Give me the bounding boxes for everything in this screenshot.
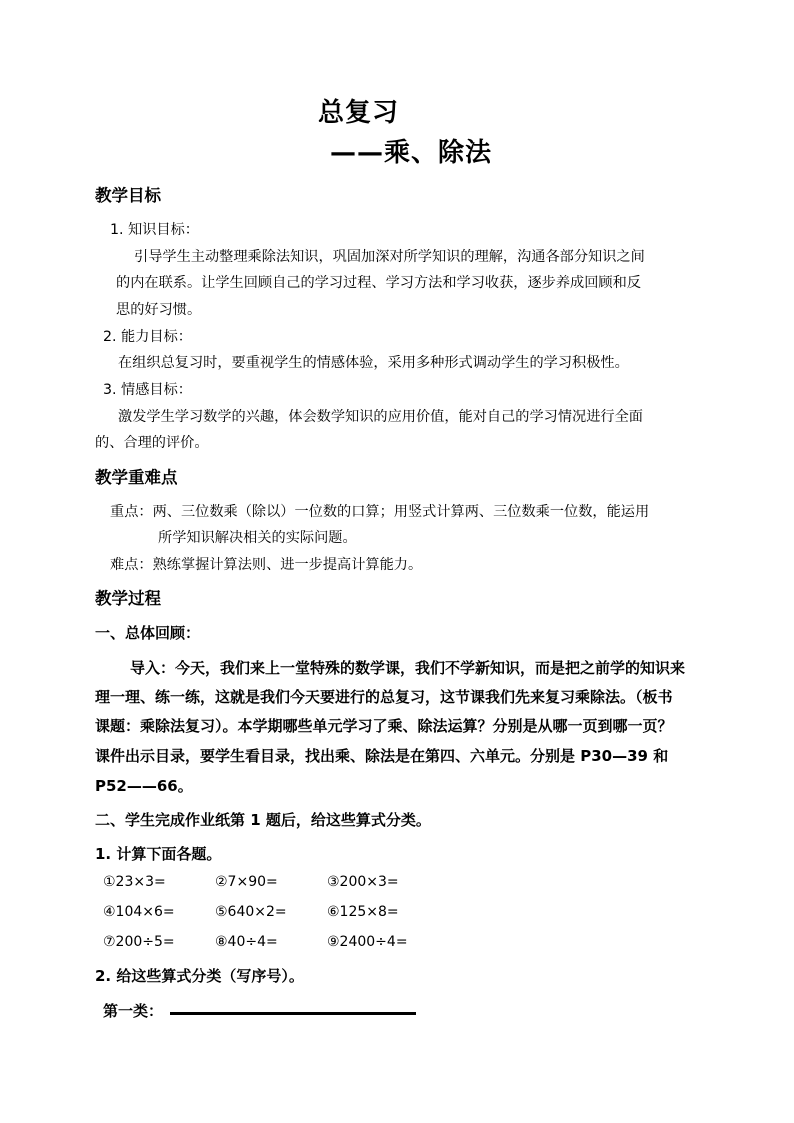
goal-ability-label: 2. 能力目标： bbox=[103, 329, 192, 345]
problem-item: ③200×3= bbox=[327, 874, 399, 890]
goal-knowledge-line: 引导学生主动整理乘除法知识，巩固加深对所学知识的理解，沟通各部分知识之间 bbox=[134, 249, 645, 265]
problem-item: ⑦200÷5= bbox=[103, 934, 175, 950]
problem-item: ④104×6= bbox=[103, 904, 175, 920]
problem-item: ⑨2400÷4= bbox=[327, 934, 408, 950]
intro-line: 课件出示目录，要学生看目录，找出乘、除法是在第四、六单元。分别是 P30—39 和 bbox=[95, 747, 669, 765]
goal-knowledge-line: 的内在联系。让学生回顾自己的学习过程、学习方法和学习收获，逐步养成回顾和反 bbox=[116, 275, 641, 291]
problem-item: ②7×90= bbox=[215, 874, 278, 890]
section-heading-process: 教学过程 bbox=[95, 589, 161, 608]
intro-line: P52——66。 bbox=[95, 777, 193, 795]
goal-emotion-label: 3. 情感目标： bbox=[103, 382, 192, 398]
problem-item: ①23×3= bbox=[103, 874, 166, 890]
problem-item: ⑤640×2= bbox=[215, 904, 287, 920]
goal-knowledge-line: 思的好习惯。 bbox=[116, 302, 202, 318]
part1-heading: 一、总体回顾： bbox=[95, 624, 201, 642]
answer-blank-line bbox=[170, 1012, 416, 1015]
intro-line: 理一理、练一练，这就是我们今天要进行的总复习，这节课我们先来复习乘除法。（板书 bbox=[95, 688, 673, 706]
goal-emotion-line: 的、合理的评价。 bbox=[95, 435, 209, 451]
section-heading-keypoints: 教学重难点 bbox=[95, 468, 178, 487]
key-point-line: 所学知识解决相关的实际问题。 bbox=[158, 530, 357, 546]
q2-heading: 2. 给这些算式分类（写序号）。 bbox=[95, 967, 304, 985]
problem-item: ⑥125×8= bbox=[327, 904, 399, 920]
problem-item: ⑧40÷4= bbox=[215, 934, 278, 950]
difficulty-line: 难点：熟练掌握计算法则、进一步提高计算能力。 bbox=[110, 557, 423, 573]
part2-heading: 二、学生完成作业纸第 1 题后，给这些算式分类。 bbox=[95, 811, 431, 829]
page-title: 总复习 bbox=[318, 98, 400, 128]
goal-knowledge-label: 1. 知识目标： bbox=[110, 222, 199, 238]
intro-line: 课题：乘除法复习）。本学期哪些单元学习了乘、除法运算？分别是从哪一页到哪一页？ bbox=[95, 717, 673, 735]
section-heading-goals: 教学目标 bbox=[95, 186, 161, 205]
page-subtitle: ——乘、除法 bbox=[330, 138, 493, 168]
key-point-line: 重点：两、三位数乘（除以）一位数的口算；用竖式计算两、三位数乘一位数，能运用 bbox=[110, 504, 650, 520]
intro-line: 导入：今天，我们来上一堂特殊的数学课，我们不学新知识，而是把之前学的知识来 bbox=[130, 659, 686, 677]
category-label: 第一类： bbox=[103, 1002, 164, 1020]
goal-ability-line: 在组织总复习时，要重视学生的情感体验，采用多种形式调动学生的学习积极性。 bbox=[118, 355, 629, 371]
goal-emotion-line: 激发学生学习数学的兴趣，体会数学知识的应用价值，能对自己的学习情况进行全面 bbox=[118, 409, 643, 425]
q1-heading: 1. 计算下面各题。 bbox=[95, 845, 222, 863]
